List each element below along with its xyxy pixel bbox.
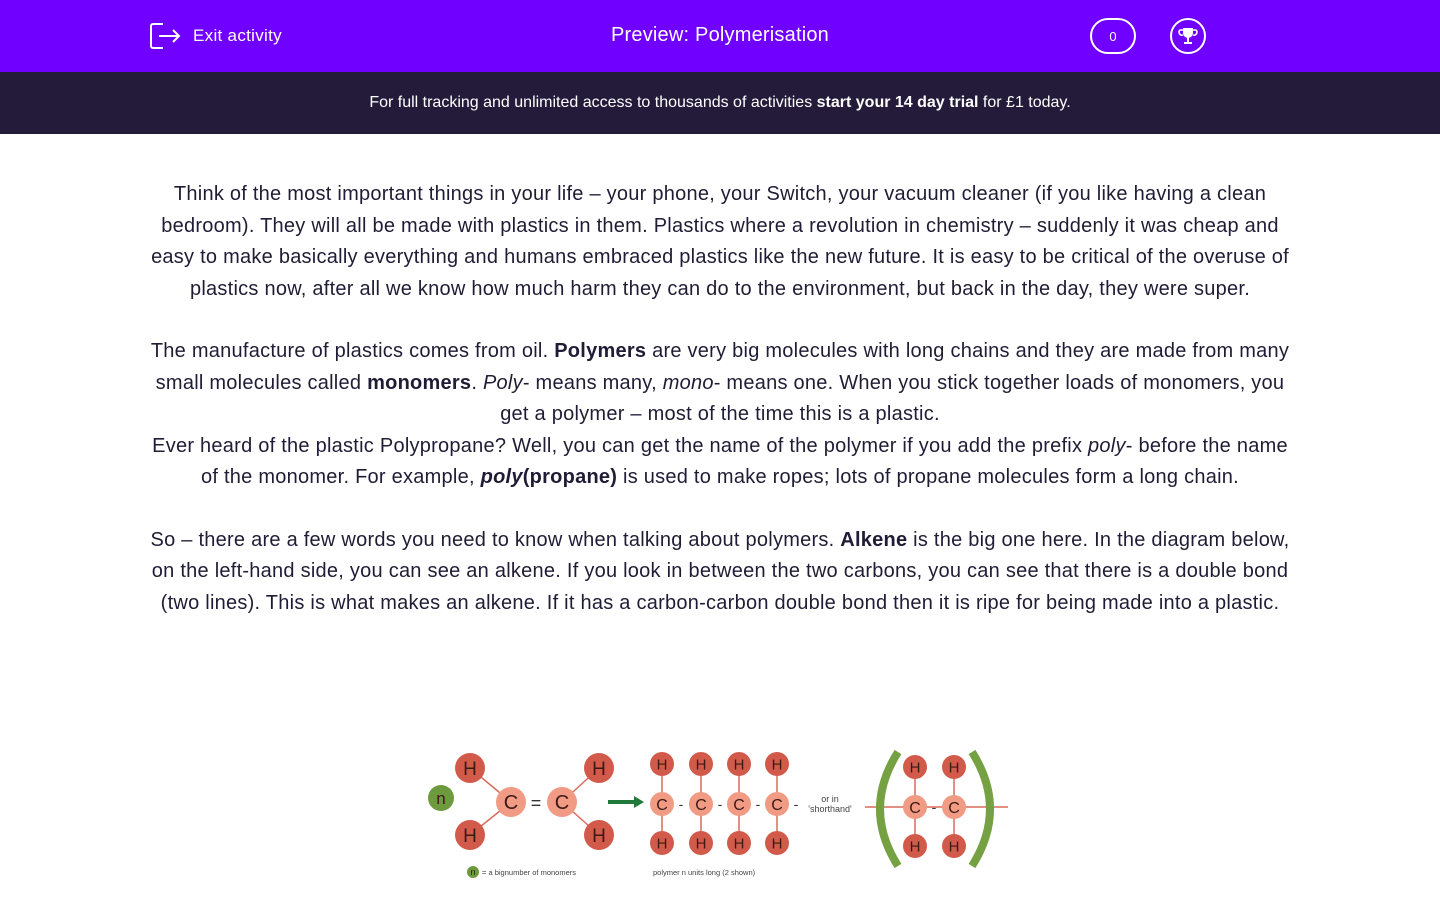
carbon-atom-label: C: [771, 796, 783, 814]
exit-activity-label: Exit activity: [193, 26, 282, 45]
carbon-atom-label: C: [695, 796, 707, 814]
carbon-atom-label: C: [503, 792, 519, 815]
carbon-atom-label: C: [554, 792, 570, 815]
hydrogen-atom-label: H: [695, 835, 707, 853]
n-symbol-label: n: [436, 789, 446, 809]
carbon-atom-label: C: [733, 796, 745, 814]
top-bar: [0, 0, 1440, 72]
score-badge: 0: [1090, 18, 1136, 54]
hydrogen-atom-label: H: [909, 759, 921, 777]
trophy-button[interactable]: [1170, 18, 1206, 54]
hydrogen-atom-label: H: [948, 838, 960, 856]
hydrogen-atom-label: H: [656, 756, 668, 774]
single-bond: -: [793, 796, 799, 812]
lesson-content: [150, 134, 1290, 619]
single-bond: -: [678, 796, 684, 812]
carbon-atom-label: C: [948, 799, 960, 817]
banner-text-end: for £1 today.: [978, 94, 1071, 111]
paragraph-polymers: The manufacture of plastics comes from oil. Polymers are very big molecules with long chains and they are made from many small molecules called monomers. Poly- means many, mono- means one. When you stick together loads of monomers, you get a polymer – most of the time this is a plastic.: [150, 340, 1290, 425]
double-bond: =: [530, 793, 542, 813]
hydrogen-atom-label: H: [733, 756, 745, 774]
polymerisation-diagram: [420, 740, 1020, 890]
left-bracket: [880, 752, 898, 866]
legend-polymer-text: polymer n units long (2 shown): [653, 868, 756, 877]
single-bond: -: [717, 796, 723, 812]
hydrogen-atom-label: H: [909, 838, 921, 856]
hydrogen-atom-label: H: [463, 825, 477, 847]
single-bond: -: [755, 796, 761, 812]
page-title: Preview: Polymerisation: [610, 24, 829, 46]
single-bond: -: [931, 799, 937, 815]
paragraph-naming: Ever heard of the plastic Polypropane? Well, you can get the name of the polymer if you add the prefix poly- before the name of the monomer. For example, poly(propane) is used to make ropes; lots of propane molecules form a long chain.: [152, 434, 1288, 488]
arrow-icon: [634, 796, 644, 808]
trial-banner: [0, 72, 1440, 134]
carbon-atom-label: C: [656, 796, 668, 814]
hydrogen-atom-label: H: [463, 758, 477, 780]
hydrogen-atom-label: H: [948, 759, 960, 777]
legend-n-text: = a bignumber of monomers: [482, 868, 577, 877]
hydrogen-atom-label: H: [592, 825, 606, 847]
hydrogen-atom-label: H: [592, 758, 606, 780]
right-bracket: [972, 752, 990, 866]
hydrogen-atom-label: H: [733, 835, 745, 853]
hydrogen-atom-label: H: [695, 756, 707, 774]
carbon-atom-label: C: [909, 799, 921, 817]
n-legend-symbol-label: n: [470, 867, 476, 878]
paragraph-alkene: So – there are a few words you need to know when talking about polymers. Alkene is the big one here. In the diagram below, on the left-hand side, you can see an alkene. If you look in between the two carbons, you can see that there is a double bond (two lines). This is what makes an alkene. If it has a carbon-carbon double bond then it is ripe for being made into a plastic.: [150, 528, 1290, 614]
hydrogen-atom-label: H: [656, 835, 668, 853]
or-in-label: or in: [821, 794, 839, 804]
shorthand-label: 'shorthand': [808, 804, 852, 814]
hydrogen-atom-label: H: [771, 756, 783, 774]
trial-link[interactable]: start your 14 day trial: [816, 94, 979, 111]
trophy-icon: [1177, 25, 1199, 47]
paragraph-intro: Think of the most important things in your life – your phone, your Switch, your vacuum cleaner (if you like having a clean bedroom). They will all be made with plastics in them. Plastics where a revolution in chemistry – suddenly it was cheap and easy to make basically everything and humans embraced plastics like the new future. It is easy to be critical of the overuse of plastics now, after all we know how much harm they can do to the environment, but back in the day, they were super.: [151, 183, 1289, 300]
hydrogen-atom-label: H: [771, 835, 783, 853]
banner-text: For full tracking and unlimited access to thousands of activities: [369, 94, 817, 111]
